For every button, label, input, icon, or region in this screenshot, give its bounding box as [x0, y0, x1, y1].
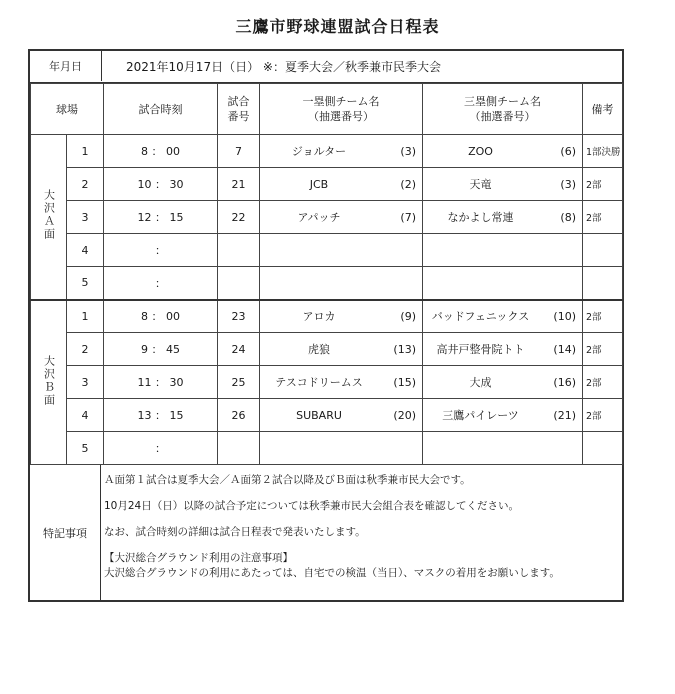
game-number: 26: [218, 399, 260, 432]
header-third-base: 三塁側チーム名 （抽選番号）: [423, 84, 583, 135]
first-base-team: テスコドリームス (15): [260, 366, 423, 399]
game-time: ：: [104, 234, 218, 267]
game-time: 9 ： 45: [104, 333, 218, 366]
game-number: 21: [218, 168, 260, 201]
first-base-team: [260, 234, 423, 267]
first-base-team: ジョルター (3): [260, 135, 423, 168]
first-base-team: アパッチ (7): [260, 201, 423, 234]
header-court: 球場: [31, 84, 104, 135]
first-base-team: アロカ (9): [260, 300, 423, 333]
third-base-team: 三鷹パイレーツ (21): [423, 399, 583, 432]
game-number: 23: [218, 300, 260, 333]
note-line: 【大沢総合グラウンド利用の注意事項】: [104, 552, 293, 564]
first-base-team: [260, 432, 423, 465]
third-base-team: [423, 234, 583, 267]
game-remark: [583, 432, 623, 465]
game-seq: 3: [67, 201, 104, 234]
header-row: [31, 84, 623, 135]
game-remark: 2部: [583, 366, 623, 399]
note-line: 大沢総合グラウンドの利用にあたっては、自宅での検温（当日）、マスクの着用をお願いします。: [104, 567, 560, 579]
note-line: Ａ面第１試合は夏季大会／Ａ面第２試合以降及びＢ面は秋季兼市民大会です。: [104, 474, 471, 486]
third-base-team: 高井戸整骨院トト (14): [423, 333, 583, 366]
schedule-table: [30, 83, 623, 465]
game-number: 25: [218, 366, 260, 399]
first-base-team: 虎狼 (13): [260, 333, 423, 366]
game-seq: 1: [67, 135, 104, 168]
game-number: 24: [218, 333, 260, 366]
table-row: [31, 300, 623, 333]
table-row: [31, 333, 623, 366]
header-remarks: 備考: [583, 84, 623, 135]
game-number: 22: [218, 201, 260, 234]
date-row: [30, 51, 622, 83]
game-seq: 5: [67, 432, 104, 465]
third-base-team: 大成 (16): [423, 366, 583, 399]
game-remark: [583, 234, 623, 267]
game-time: 10 ： 30: [104, 168, 218, 201]
game-remark: 2部: [583, 300, 623, 333]
third-base-team: なかよし常連 (8): [423, 201, 583, 234]
game-time: 11 ： 30: [104, 366, 218, 399]
third-base-team: ZOO (6): [423, 135, 583, 168]
first-base-team: SUBARU (20): [260, 399, 423, 432]
game-seq: 2: [67, 168, 104, 201]
first-base-team: [260, 267, 423, 300]
third-base-team: 天竜 (3): [423, 168, 583, 201]
game-time: ：: [104, 432, 218, 465]
game-time: 8 ： 00: [104, 135, 218, 168]
game-seq: 2: [67, 333, 104, 366]
date-label: 年月日: [30, 51, 102, 81]
table-row: [31, 432, 623, 465]
table-row: [31, 168, 623, 201]
schedule-sheet: [28, 49, 624, 602]
game-seq: 1: [67, 300, 104, 333]
game-remark: 2部: [583, 201, 623, 234]
game-time: ：: [104, 267, 218, 300]
court-name: 大沢Ｂ面: [31, 300, 67, 465]
third-base-team: [423, 432, 583, 465]
notes-body: [104, 473, 560, 581]
table-row: [31, 135, 623, 168]
table-row: [31, 267, 623, 300]
game-time: 8 ： 00: [104, 300, 218, 333]
header-first-base: 一塁側チーム名 （抽選番号）: [260, 84, 423, 135]
table-row: [31, 399, 623, 432]
game-seq: 4: [67, 399, 104, 432]
note-line: なお、試合時刻の詳細は試合日程表で発表いたします。: [104, 526, 366, 538]
note-line: 10月24日（日）以降の試合予定については秋季兼市民大会組合表を確認してください。: [104, 500, 520, 512]
table-row: [31, 366, 623, 399]
game-time: 12 ： 15: [104, 201, 218, 234]
table-row: [31, 201, 623, 234]
notes-section: [30, 465, 622, 600]
date-value: 2021年10月17日（日） ※：夏季大会／秋季兼市民季大会: [126, 59, 441, 74]
header-time: 試合時刻: [104, 84, 218, 135]
game-seq: 4: [67, 234, 104, 267]
game-remark: 1部決勝: [583, 135, 623, 168]
table-row: [31, 234, 623, 267]
game-number: 7: [218, 135, 260, 168]
game-seq: 3: [67, 366, 104, 399]
page-title: 三鷹市野球連盟試合日程表: [235, 17, 440, 36]
first-base-team: JCB (2): [260, 168, 423, 201]
game-remark: 2部: [583, 333, 623, 366]
game-remark: [583, 267, 623, 300]
game-remark: 2部: [583, 399, 623, 432]
game-number: [218, 234, 260, 267]
game-remark: 2部: [583, 168, 623, 201]
game-number: [218, 267, 260, 300]
third-base-team: [423, 267, 583, 300]
notes-label: 特記事項: [30, 465, 101, 600]
header-game-no: 試合番号: [218, 84, 260, 135]
court-name: 大沢Ａ面: [31, 135, 67, 300]
third-base-team: バッドフェニックス (10): [423, 300, 583, 333]
game-time: 13 ： 15: [104, 399, 218, 432]
game-number: [218, 432, 260, 465]
game-seq: 5: [67, 267, 104, 300]
schedule-body: [31, 135, 623, 465]
